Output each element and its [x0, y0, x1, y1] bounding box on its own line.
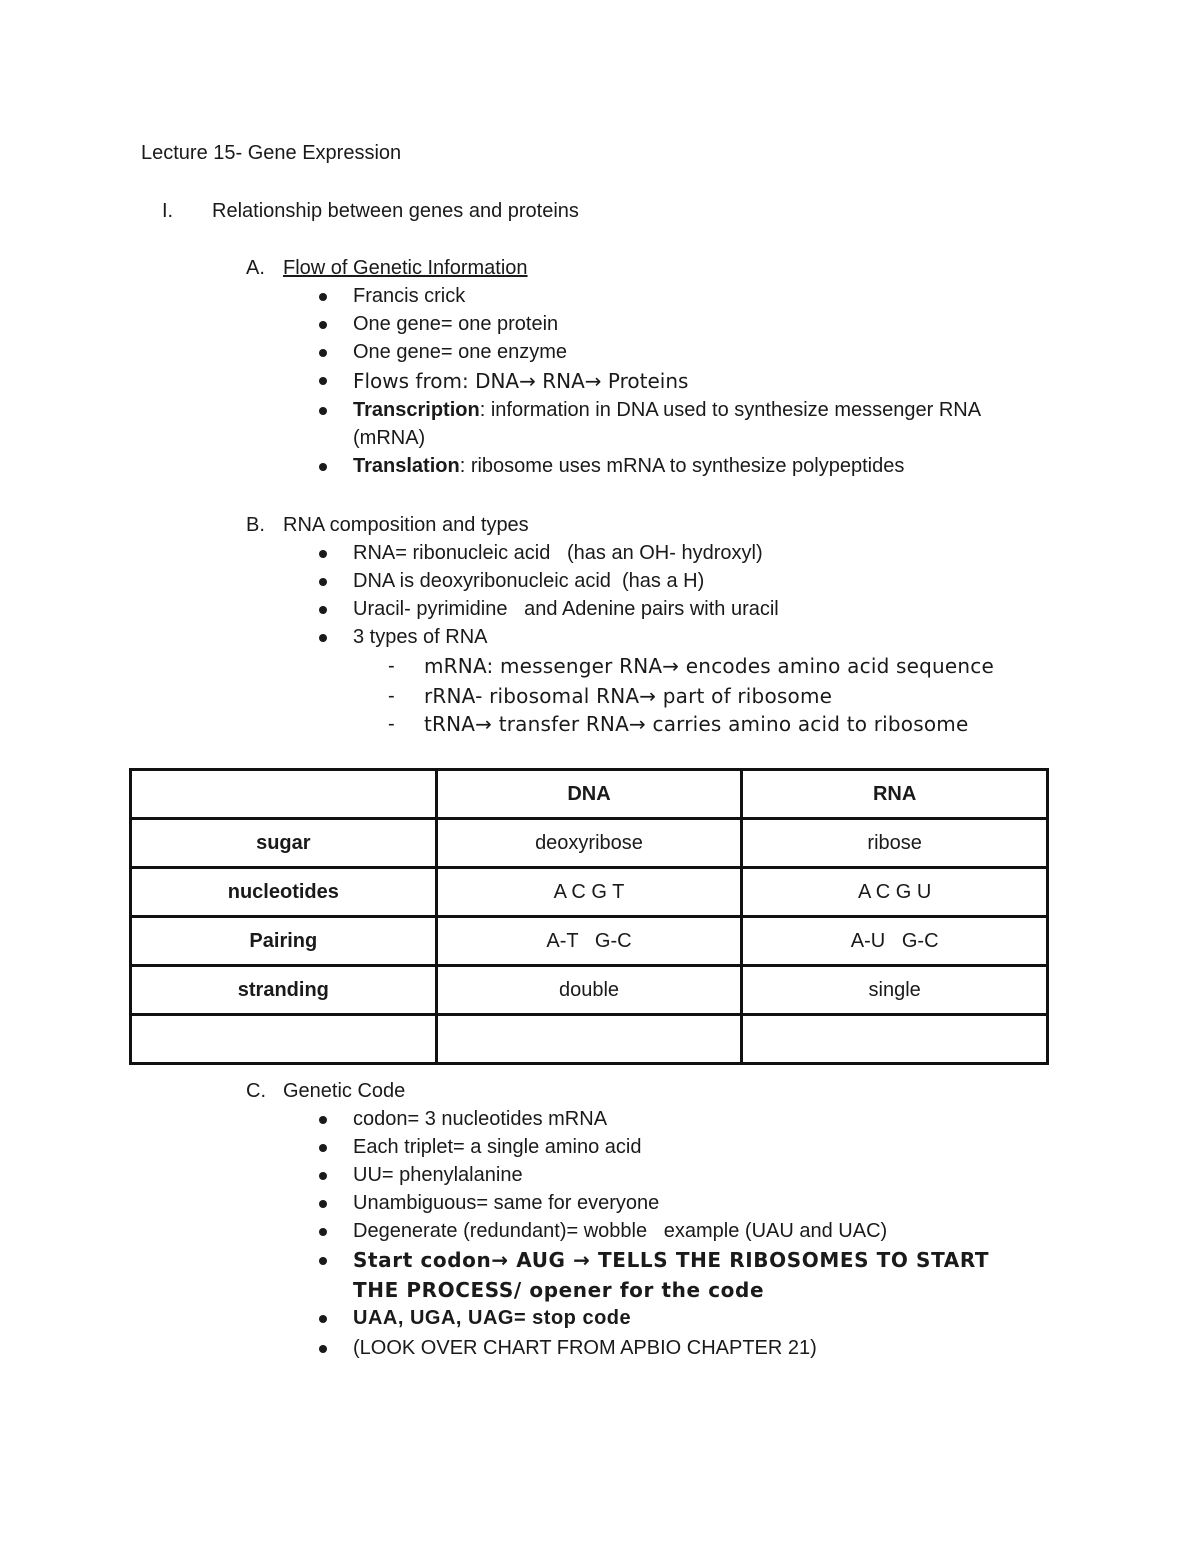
section-number: I. [162, 200, 174, 222]
definition-translation: : ribosome uses mRNA to synthesize polypeptides [459, 455, 905, 477]
bullet-icon [319, 293, 327, 301]
table-cell: ribose [742, 819, 1048, 868]
subsection-a-heading: Flow of Genetic Information [283, 257, 528, 279]
subsection-a-letter: A. [246, 257, 265, 279]
bullet-icon [319, 1228, 327, 1236]
rna-type-item: rRNA- ribosomal RNA→ part of ribosome [424, 684, 833, 708]
page-title: Lecture 15- Gene Expression [141, 142, 402, 164]
bullet-icon [319, 349, 327, 357]
list-item: 3 types of RNA [353, 626, 488, 648]
dash-marker: - [388, 713, 395, 735]
bullet-icon [319, 1345, 327, 1353]
list-item: RNA= ribonucleic acid (has an OH- hydroxyl) [353, 542, 763, 564]
list-item-transcription [353, 399, 981, 422]
bullet-icon [319, 634, 327, 642]
bullet-icon [319, 407, 327, 415]
table-row [131, 917, 1048, 966]
section-heading: Relationship between genes and proteins [212, 200, 579, 222]
table-cell [436, 1015, 742, 1064]
table-cell: deoxyribose [436, 819, 742, 868]
table-row [131, 868, 1048, 917]
table-row-label [131, 1015, 437, 1064]
bullet-icon [319, 377, 327, 385]
list-item-start-codon: Start codon→ AUG → TELLS THE RIBOSOMES TO START [353, 1248, 990, 1272]
list-item: codon= 3 nucleotides mRNA [353, 1108, 608, 1130]
table-cell: A C G U [742, 868, 1048, 917]
table-cell: A-U G-C [742, 917, 1048, 966]
term-transcription: Transcription [353, 399, 480, 421]
list-item: Unambiguous= same for everyone [353, 1192, 660, 1214]
bullet-icon [319, 321, 327, 329]
table-cell: single [742, 966, 1048, 1015]
table-header-row [131, 770, 1048, 819]
table-cell: A C G T [436, 868, 742, 917]
table-row [131, 1015, 1048, 1064]
subsection-c-heading: Genetic Code [283, 1080, 406, 1102]
table-header-cell: DNA [436, 770, 742, 819]
list-item: Degenerate (redundant)= wobble example (UAU and UAC) [353, 1220, 888, 1242]
list-item: Flows from: DNA→ RNA→ Proteins [353, 369, 689, 393]
list-item-translation [353, 455, 904, 478]
table-cell: A-T G-C [436, 917, 742, 966]
list-item: Uracil- pyrimidine and Adenine pairs with uracil [353, 598, 779, 620]
table-cell: double [436, 966, 742, 1015]
term-translation: Translation [353, 455, 460, 477]
bullet-icon [319, 1200, 327, 1208]
bullet-icon [319, 550, 327, 558]
bullet-icon [319, 578, 327, 586]
bullet-icon [319, 606, 327, 614]
list-item-continuation: THE PROCESS/ opener for the code [353, 1278, 765, 1302]
rna-type-item: tRNA→ transfer RNA→ carries amino acid to ribosome [424, 712, 969, 736]
bullet-icon [319, 1144, 327, 1152]
dna-rna-comparison-table [129, 768, 1049, 1065]
list-item: One gene= one protein [353, 313, 559, 335]
subsection-c-letter: C. [246, 1080, 266, 1102]
bullet-icon [319, 1116, 327, 1124]
table-row [131, 819, 1048, 868]
table-row [131, 966, 1048, 1015]
dash-marker: - [388, 685, 395, 707]
definition-transcription: : information in DNA used to synthesize messenger RNA [479, 399, 982, 421]
bullet-icon [319, 1315, 327, 1323]
list-item: (LOOK OVER CHART FROM APBIO CHAPTER 21) [353, 1337, 817, 1359]
list-item-continuation: (mRNA) [353, 427, 426, 449]
table-cell [742, 1015, 1048, 1064]
list-item: UU= phenylalanine [353, 1164, 523, 1186]
list-item: Francis crick [353, 285, 466, 307]
rna-type-item: mRNA: messenger RNA→ encodes amino acid sequence [424, 654, 995, 678]
list-item: DNA is deoxyribonucleic acid (has a H) [353, 570, 705, 592]
table-row-label: nucleotides [131, 868, 437, 917]
list-item: Each triplet= a single amino acid [353, 1136, 642, 1158]
dash-marker: - [388, 655, 395, 677]
table-row-label: sugar [131, 819, 437, 868]
table-row-label: stranding [131, 966, 437, 1015]
bullet-icon [319, 1257, 327, 1265]
list-item: One gene= one enzyme [353, 341, 568, 363]
subsection-b-letter: B. [246, 514, 265, 536]
table-header-cell [131, 770, 437, 819]
subsection-b-heading: RNA composition and types [283, 514, 529, 536]
list-item-stop-codon: UAA, UGA, UAG= stop code [353, 1307, 632, 1329]
bullet-icon [319, 463, 327, 471]
bullet-icon [319, 1172, 327, 1180]
table-header-cell: RNA [742, 770, 1048, 819]
table-row-label: Pairing [131, 917, 437, 966]
